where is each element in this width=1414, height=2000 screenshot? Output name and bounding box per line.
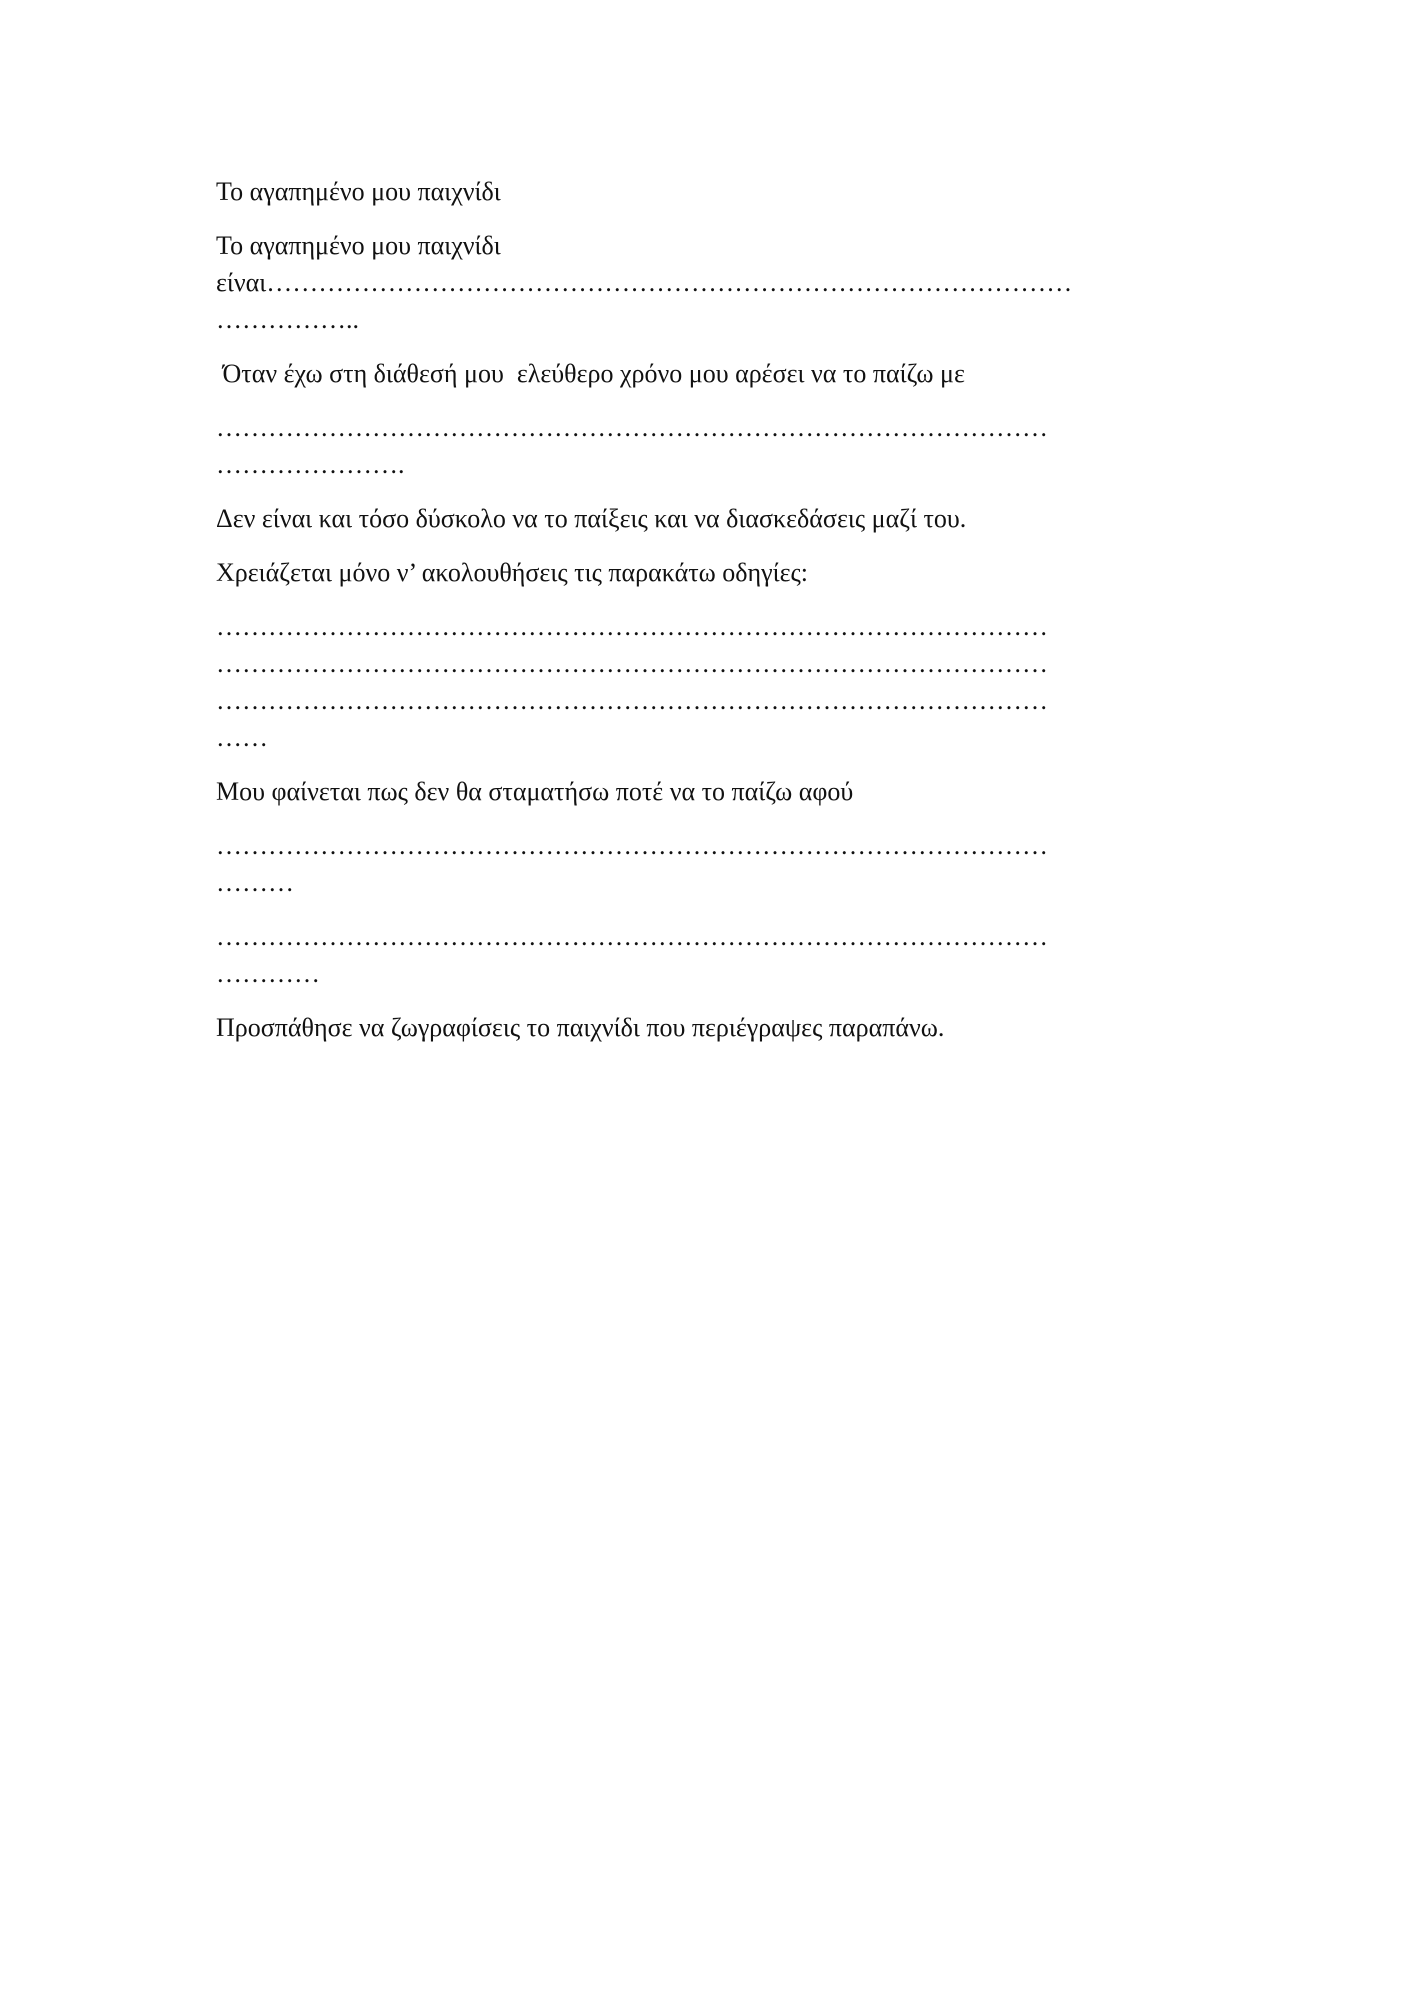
document-title: Το αγαπημένο μου παιχνίδι [216,177,501,206]
instructions-dots-1: …………………………………………………………………………………… [216,612,1048,641]
never-stop-dots-4: ………… [216,959,320,988]
not-difficult-line: Δεν είναι και τόσο δύσκολο να το παίξεις και να διασκεδάσεις μαζί του. [216,504,967,533]
free-time-line: Όταν έχω στη διάθεσή μου ελεύθερο χρόνο μου αρέσει να το παίζω με [216,359,965,388]
free-time-dots-1: …………………………………………………………………………………… [216,413,1048,442]
never-stop-dots-2: ……… [216,868,294,897]
free-time-dots-2: …………………. [216,450,405,479]
draw-instruction-line: Προσπάθησε να ζωγραφίσεις το παιχνίδι που περιέγραψες παραπάνω. [216,1013,945,1042]
intro-line-1: Το αγαπημένο μου παιχνίδι [216,231,501,260]
instructions-line: Χρειάζεται μόνο ν’ ακολουθήσεις τις παρακάτω οδηγίες: [216,558,809,587]
intro-line-2: είναι………………………………………………………………………………… [216,268,1073,297]
never-stop-dots-1: …………………………………………………………………………………… [216,831,1048,860]
instructions-dots-3: …………………………………………………………………………………… [216,686,1048,715]
never-stop-line: Μου φαίνεται πως δεν θα σταματήσω ποτέ να το παίζω αφού [216,777,854,806]
never-stop-dots-3: …………………………………………………………………………………… [216,922,1048,951]
instructions-dots-4: …… [216,723,268,752]
intro-line-3: …………….. [216,305,359,334]
instructions-dots-2: …………………………………………………………………………………… [216,649,1048,678]
